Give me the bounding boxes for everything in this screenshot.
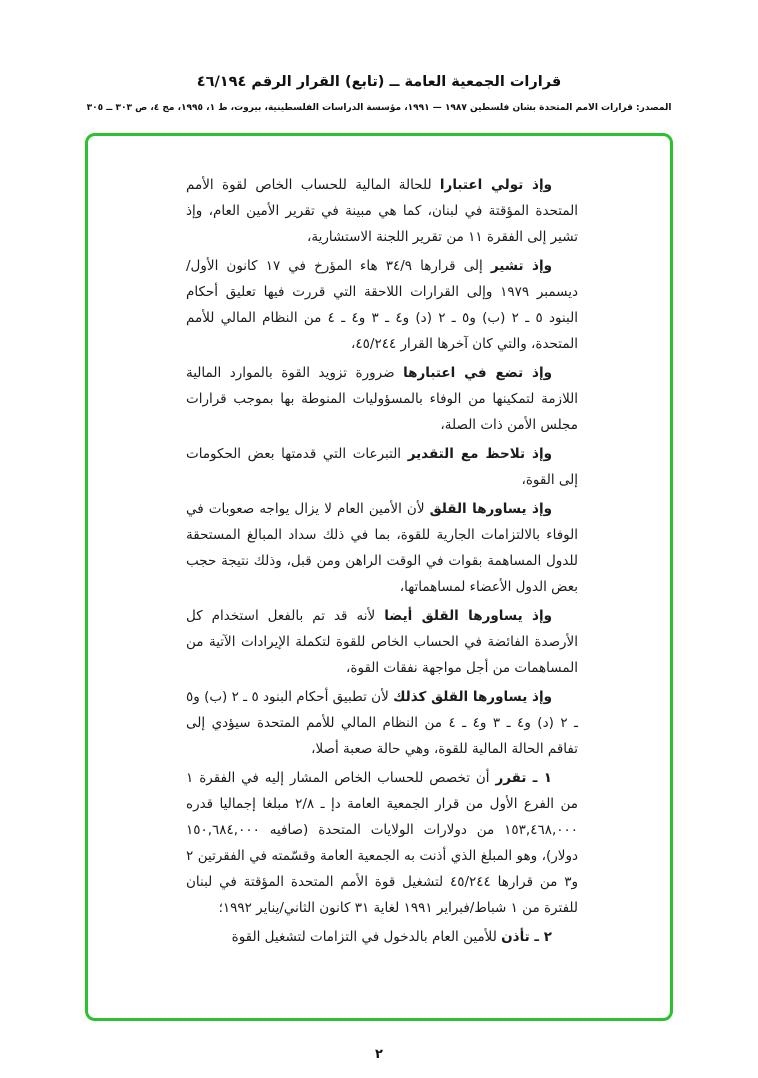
paragraph-lead: وإذ تضع في اعتبارها [403,365,552,381]
document-header [0,0,758,113]
resolution-paragraph [186,765,578,921]
paragraph-lead: ٢ ـ تأذن [501,929,552,945]
paragraph-lead: وإذ تولي اعتبارا [439,177,552,193]
resolution-paragraph [186,360,578,438]
resolution-paragraph [186,924,578,950]
resolution-text [88,136,670,983]
resolution-paragraph [186,172,578,250]
paragraph-text: لأنه قد تم بالفعل استخدام كل الأرصدة الفائضة في الحساب الخاص للقوة لتكملة الإيرادات الآتية من المساهمات من أجل مواجهة نفقات القوة، [186,608,578,676]
page-title: قرارات الجمعية العامة ــ (تابع) القرار الرقم ٤٦/١٩٤ [196,74,562,90]
paragraph-text: ضرورة تزويد القوة بالموارد المالية اللازمة لتمكينها من الوفاء بالمسؤوليات المنوطة بها بموجب قرارات مجلس الأمن ذات الصلة، [186,365,578,433]
source-line: المصدر: قرارات الأمم المتحدة بشأن فلسطين ١٩٨٧ — ١٩٩١، مؤسسة الدراسات الفلسطينية، بيروت، ط ١، ١٩٩٥، مج ٤، ص ٣٠٣ ــ ٣٠٥ [86,103,672,113]
paragraph-lead: وإذ تشير [490,258,552,274]
paragraph-text: التبرعات التي قدمتها بعض الحكومات إلى القوة، [186,446,578,488]
paragraph-lead: وإذ يساورها القلق أيضا [384,608,552,624]
content-frame [85,133,673,1021]
paragraph-text: لأن تطبيق أحكام البنود ٥ ـ ٢ (ب) و٥ ـ ٢ (د) و٤ ـ ٣ و٤ ـ ٤ من النظام المالي للأمم المتحدة سيؤدي إلى تفاقم الحالة المالية للقوة، وهي حالة صعبة أصلا، [186,689,578,757]
resolution-paragraph [186,684,578,762]
page-footer [0,1043,758,1062]
paragraph-text: أن تخصص للحساب الخاص المشار إليه في الفقرة ١ من الفرع الأول من قرار الجمعية العامة دإ ـ ٢/٨ مبلغا إجماليا قدره ١٥٣,٤٦٨,٠٠٠ من دولارات الولايات المتحدة (صافيه ١٥٠,٦٨٤,٠٠٠ دولار)، وهو المبلغ الذي أذنت به الجمعية العامة وقسّمته في الفقرتين ٢ و٣ من قرارها ٤٥/٢٤٤ لتشغيل قوة الأمم المتحدة المؤقتة في لبنان للفترة من ١ شباط/فبراير ١٩٩١ لغاية ٣١ كانون الثاني/يناير ١٩٩٢؛ [186,770,578,916]
resolution-paragraph [186,441,578,493]
paragraph-lead: وإذ يساورها القلق [429,501,552,517]
paragraph-lead: ١ ـ تقرر [495,770,552,786]
paragraph-text: للأمين العام بالدخول في التزامات لتشغيل القوة [231,929,502,945]
paragraph-lead: وإذ تلاحظ مع التقدير [407,446,552,462]
paragraph-lead: وإذ يساورها القلق كذلك [393,689,552,705]
paragraph-text: للحالة المالية للحساب الخاص لقوة الأمم المتحدة المؤقتة في لبنان، كما هي مبينة في تقرير الأمين العام، وإذ تشير إلى الفقرة ١١ من تقرير اللجنة الاستشارية، [186,177,578,245]
page-number: ٢ [375,1047,383,1062]
resolution-paragraph [186,253,578,357]
resolution-paragraph [186,603,578,681]
paragraph-text: إلى قرارها ٣٤/٩ هاء المؤرخ في ١٧ كانون الأول/ ديسمبر ١٩٧٩ وإلى القرارات اللاحقة التي قررت فيها تعليق أحكام البنود ٥ ـ ٢ (ب) و٥ ـ ٢ (د) و٤ ـ ٣ و٤ ـ ٤ من النظام المالي للأمم المتحدة، والتي كان آخرها القرار ٤٥/٢٤٤، [186,258,578,352]
resolution-paragraph [186,496,578,600]
paragraph-text: لأن الأمين العام لا يزال يواجه صعوبات في الوفاء بالالتزامات الجارية للقوة، بما في ذلك سداد المبالغ المستحقة للدول المساهمة بقوات في الوقت الراهن ومن قبل، وذلك نتيجة حجب بعض الدول الأعضاء لمساهماتها، [186,501,578,595]
